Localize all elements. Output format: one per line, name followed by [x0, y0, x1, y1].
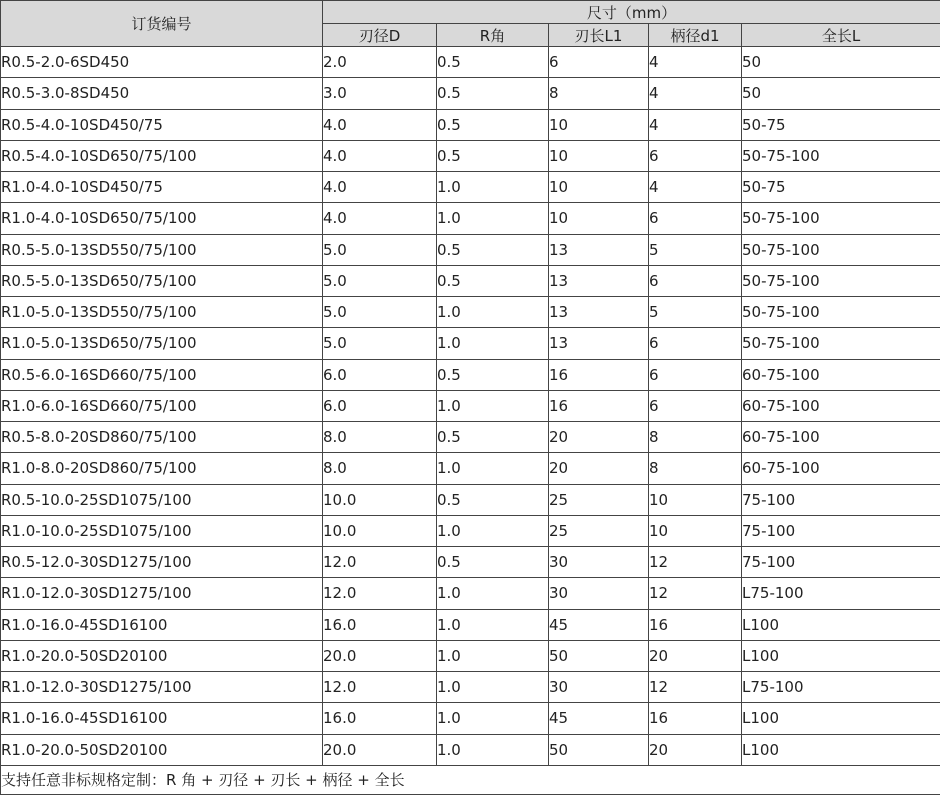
- r-corner-cell: 1.0: [437, 515, 549, 546]
- order-number-cell: R1.0-16.0-45SD16100: [1, 703, 323, 734]
- custom-spec-note: 支持任意非标规格定制：R 角 + 刃径 + 刃长 + 柄径 + 全长: [1, 765, 940, 794]
- total-length-cell: L100: [742, 609, 940, 640]
- shank-diameter-cell: 6: [649, 140, 742, 171]
- blade-diameter-cell: 3.0: [323, 78, 437, 109]
- shank-diameter-cell: 12: [649, 672, 742, 703]
- shank-diameter-cell: 10: [649, 484, 742, 515]
- total-length-cell: 50-75-100: [742, 265, 940, 296]
- shank-diameter-header: 柄径d1: [649, 24, 742, 47]
- total-length-cell: 50-75-100: [742, 297, 940, 328]
- order-number-cell: R1.0-5.0-13SD550/75/100: [1, 297, 323, 328]
- order-number-cell: R0.5-4.0-10SD450/75: [1, 109, 323, 140]
- blade-diameter-cell: 20.0: [323, 734, 437, 765]
- shank-diameter-cell: 6: [649, 359, 742, 390]
- blade-diameter-cell: 4.0: [323, 140, 437, 171]
- total-length-cell: 50-75-100: [742, 140, 940, 171]
- order-number-cell: R0.5-4.0-10SD650/75/100: [1, 140, 323, 171]
- table-row: [1, 328, 940, 359]
- shank-diameter-cell: 6: [649, 265, 742, 296]
- shank-diameter-cell: 4: [649, 78, 742, 109]
- table-row: [1, 47, 940, 78]
- blade-length-cell: 25: [549, 484, 649, 515]
- blade-diameter-cell: 2.0: [323, 47, 437, 78]
- table-row: [1, 484, 940, 515]
- table-row: [1, 515, 940, 546]
- blade-length-cell: 16: [549, 359, 649, 390]
- total-length-cell: L100: [742, 734, 940, 765]
- blade-length-cell: 30: [549, 672, 649, 703]
- blade-length-cell: 50: [549, 640, 649, 671]
- blade-length-cell: 10: [549, 203, 649, 234]
- table-row: [1, 422, 940, 453]
- r-corner-cell: 0.5: [437, 140, 549, 171]
- blade-diameter-header: 刃径D: [323, 24, 437, 47]
- shank-diameter-cell: 12: [649, 547, 742, 578]
- total-length-cell: 50-75: [742, 172, 940, 203]
- r-corner-cell: 1.0: [437, 328, 549, 359]
- blade-diameter-cell: 5.0: [323, 234, 437, 265]
- total-length-cell: 60-75-100: [742, 422, 940, 453]
- table-header: [1, 1, 940, 47]
- total-length-cell: 50-75: [742, 109, 940, 140]
- r-corner-cell: 1.0: [437, 390, 549, 421]
- shank-diameter-cell: 10: [649, 515, 742, 546]
- total-length-cell: L100: [742, 703, 940, 734]
- order-number-cell: R1.0-16.0-45SD16100: [1, 609, 323, 640]
- blade-length-cell: 45: [549, 703, 649, 734]
- blade-length-cell: 13: [549, 297, 649, 328]
- blade-diameter-cell: 12.0: [323, 672, 437, 703]
- total-length-cell: L100: [742, 640, 940, 671]
- table-row: [1, 640, 940, 671]
- order-number-cell: R1.0-20.0-50SD20100: [1, 734, 323, 765]
- order-number-cell: R1.0-12.0-30SD1275/100: [1, 672, 323, 703]
- total-length-cell: L75-100: [742, 578, 940, 609]
- blade-diameter-cell: 20.0: [323, 640, 437, 671]
- order-number-cell: R0.5-10.0-25SD1075/100: [1, 484, 323, 515]
- blade-length-cell: 13: [549, 265, 649, 296]
- blade-diameter-cell: 16.0: [323, 703, 437, 734]
- blade-diameter-cell: 6.0: [323, 359, 437, 390]
- order-number-cell: R1.0-8.0-20SD860/75/100: [1, 453, 323, 484]
- shank-diameter-cell: 20: [649, 640, 742, 671]
- blade-length-cell: 13: [549, 328, 649, 359]
- total-length-cell: 75-100: [742, 484, 940, 515]
- r-corner-cell: 0.5: [437, 359, 549, 390]
- shank-diameter-cell: 20: [649, 734, 742, 765]
- blade-length-cell: 50: [549, 734, 649, 765]
- order-number-cell: R0.5-5.0-13SD550/75/100: [1, 234, 323, 265]
- blade-length-cell: 25: [549, 515, 649, 546]
- r-corner-cell: 0.5: [437, 78, 549, 109]
- shank-diameter-cell: 6: [649, 328, 742, 359]
- table-row: [1, 172, 940, 203]
- blade-diameter-cell: 16.0: [323, 609, 437, 640]
- total-length-cell: 60-75-100: [742, 359, 940, 390]
- order-number-cell: R1.0-20.0-50SD20100: [1, 640, 323, 671]
- r-corner-cell: 0.5: [437, 234, 549, 265]
- blade-diameter-cell: 6.0: [323, 390, 437, 421]
- r-corner-cell: 1.0: [437, 734, 549, 765]
- blade-length-cell: 10: [549, 172, 649, 203]
- order-number-cell: R0.5-12.0-30SD1275/100: [1, 547, 323, 578]
- order-number-cell: R1.0-6.0-16SD660/75/100: [1, 390, 323, 421]
- r-corner-header: R角: [437, 24, 549, 47]
- blade-diameter-cell: 4.0: [323, 203, 437, 234]
- r-corner-cell: 1.0: [437, 703, 549, 734]
- r-corner-cell: 0.5: [437, 422, 549, 453]
- blade-length-cell: 8: [549, 78, 649, 109]
- r-corner-cell: 0.5: [437, 265, 549, 296]
- total-length-cell: 50: [742, 47, 940, 78]
- total-length-cell: 50: [742, 78, 940, 109]
- shank-diameter-cell: 6: [649, 390, 742, 421]
- blade-diameter-cell: 5.0: [323, 297, 437, 328]
- total-length-header: 全长L: [742, 24, 940, 47]
- table-row: [1, 734, 940, 765]
- shank-diameter-cell: 4: [649, 47, 742, 78]
- r-corner-cell: 0.5: [437, 547, 549, 578]
- table-row: [1, 547, 940, 578]
- table-row: [1, 672, 940, 703]
- shank-diameter-cell: 5: [649, 297, 742, 328]
- blade-diameter-cell: 4.0: [323, 109, 437, 140]
- r-corner-cell: 1.0: [437, 297, 549, 328]
- table-row: [1, 109, 940, 140]
- blade-diameter-cell: 8.0: [323, 453, 437, 484]
- table-body: [1, 47, 940, 766]
- shank-diameter-cell: 4: [649, 172, 742, 203]
- blade-length-cell: 10: [549, 109, 649, 140]
- table-row: [1, 609, 940, 640]
- order-number-cell: R1.0-12.0-30SD1275/100: [1, 578, 323, 609]
- order-number-cell: R0.5-2.0-6SD450: [1, 47, 323, 78]
- r-corner-cell: 1.0: [437, 203, 549, 234]
- blade-length-cell: 6: [549, 47, 649, 78]
- shank-diameter-cell: 6: [649, 203, 742, 234]
- order-number-cell: R1.0-4.0-10SD650/75/100: [1, 203, 323, 234]
- blade-diameter-cell: 8.0: [323, 422, 437, 453]
- r-corner-cell: 1.0: [437, 453, 549, 484]
- shank-diameter-cell: 16: [649, 609, 742, 640]
- table-row: [1, 578, 940, 609]
- total-length-cell: 60-75-100: [742, 390, 940, 421]
- total-length-cell: L75-100: [742, 672, 940, 703]
- order-number-cell: R0.5-5.0-13SD650/75/100: [1, 265, 323, 296]
- table-row: [1, 78, 940, 109]
- total-length-cell: 75-100: [742, 547, 940, 578]
- table-row: [1, 703, 940, 734]
- blade-diameter-cell: 10.0: [323, 515, 437, 546]
- r-corner-cell: 1.0: [437, 172, 549, 203]
- r-corner-cell: 1.0: [437, 609, 549, 640]
- table-row: [1, 140, 940, 171]
- shank-diameter-cell: 5: [649, 234, 742, 265]
- order-number-cell: R1.0-5.0-13SD650/75/100: [1, 328, 323, 359]
- table-row: [1, 203, 940, 234]
- order-number-cell: R1.0-10.0-25SD1075/100: [1, 515, 323, 546]
- r-corner-cell: 0.5: [437, 47, 549, 78]
- blade-length-cell: 10: [549, 140, 649, 171]
- r-corner-cell: 1.0: [437, 578, 549, 609]
- total-length-cell: 50-75-100: [742, 234, 940, 265]
- shank-diameter-cell: 8: [649, 453, 742, 484]
- total-length-cell: 60-75-100: [742, 453, 940, 484]
- blade-length-cell: 45: [549, 609, 649, 640]
- order-no-header: 订货编号: [1, 1, 323, 47]
- table-row: [1, 390, 940, 421]
- order-number-cell: R1.0-4.0-10SD450/75: [1, 172, 323, 203]
- blade-length-cell: 13: [549, 234, 649, 265]
- blade-diameter-cell: 4.0: [323, 172, 437, 203]
- blade-diameter-cell: 5.0: [323, 265, 437, 296]
- blade-length-header: 刃长L1: [549, 24, 649, 47]
- blade-diameter-cell: 10.0: [323, 484, 437, 515]
- blade-length-cell: 30: [549, 578, 649, 609]
- blade-length-cell: 20: [549, 422, 649, 453]
- shank-diameter-cell: 12: [649, 578, 742, 609]
- total-length-cell: 50-75-100: [742, 203, 940, 234]
- order-number-cell: R0.5-8.0-20SD860/75/100: [1, 422, 323, 453]
- order-number-cell: R0.5-6.0-16SD660/75/100: [1, 359, 323, 390]
- r-corner-cell: 0.5: [437, 109, 549, 140]
- r-corner-cell: 1.0: [437, 640, 549, 671]
- table-row: [1, 359, 940, 390]
- table-row: [1, 453, 940, 484]
- blade-diameter-cell: 12.0: [323, 547, 437, 578]
- r-corner-cell: 0.5: [437, 484, 549, 515]
- blade-length-cell: 30: [549, 547, 649, 578]
- blade-diameter-cell: 5.0: [323, 328, 437, 359]
- total-length-cell: 75-100: [742, 515, 940, 546]
- dimension-group-header: 尺寸（mm）: [323, 1, 940, 24]
- blade-length-cell: 16: [549, 390, 649, 421]
- blade-diameter-cell: 12.0: [323, 578, 437, 609]
- blade-length-cell: 20: [549, 453, 649, 484]
- total-length-cell: 50-75-100: [742, 328, 940, 359]
- table-row: [1, 234, 940, 265]
- table-row: [1, 265, 940, 296]
- shank-diameter-cell: 4: [649, 109, 742, 140]
- shank-diameter-cell: 8: [649, 422, 742, 453]
- table-row: [1, 297, 940, 328]
- r-corner-cell: 1.0: [437, 672, 549, 703]
- shank-diameter-cell: 16: [649, 703, 742, 734]
- order-number-cell: R0.5-3.0-8SD450: [1, 78, 323, 109]
